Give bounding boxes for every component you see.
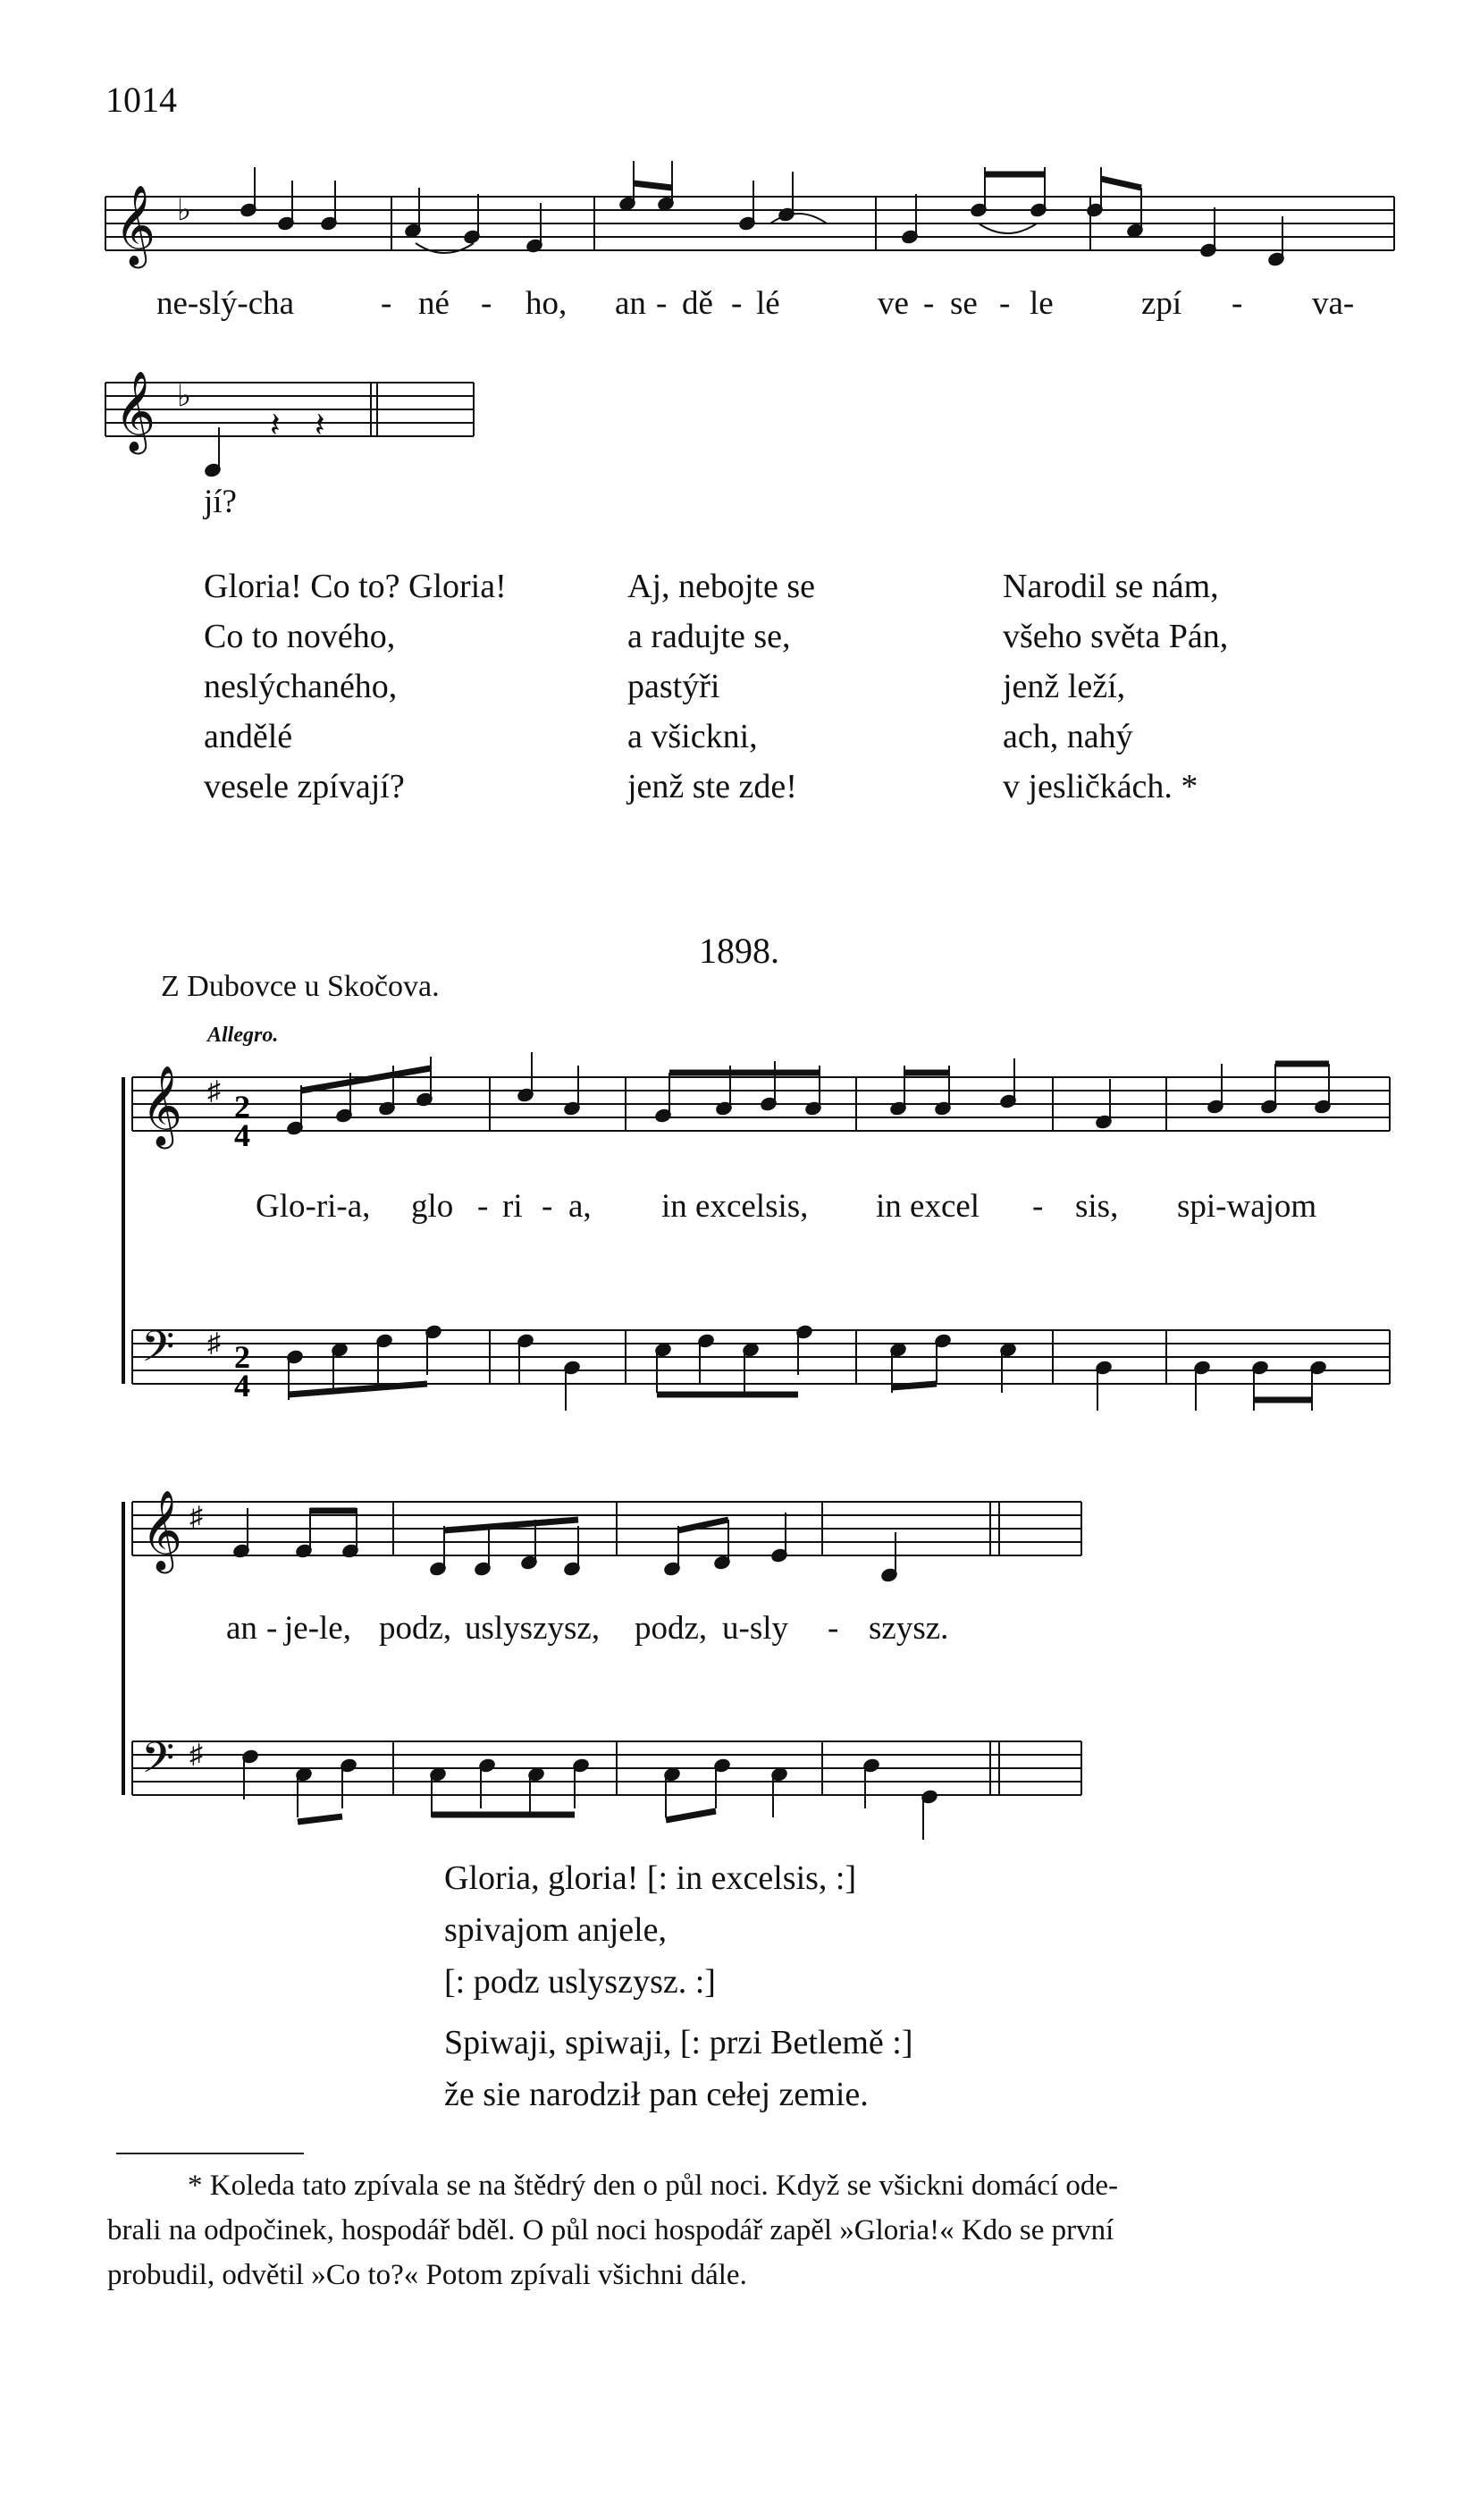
verse-line: ach, nahý [1003,718,1133,755]
stanza-line: že sie narodził pan cełej zemie. [444,2076,869,2113]
lyric-syllable: - [999,285,1011,322]
lyric-syllable: - [481,285,492,322]
flat-icon: ♭ [177,194,192,227]
lyric-syllable: - [266,1610,278,1647]
lyrics-line-2 [0,483,357,523]
sharp-icon: ♯ [189,1740,203,1769]
verse-line: jenž leží, [1003,668,1126,705]
stanza-2 [444,2017,913,2120]
lyric-syllable: glo [411,1188,454,1225]
lyric-syllable: podz, [379,1610,452,1647]
verse-line: jenž ste zde! [627,768,797,805]
verse-line: Aj, nebojte se [627,568,816,605]
footnote-divider [116,2153,304,2154]
lyric-syllable: se [950,285,978,322]
stanza-line: [: podz uslyszysz. :] [444,1963,716,2001]
verse-column-2 [627,561,815,812]
lyric-syllable: va- [1312,285,1355,322]
footnote-line: * Koleda tato zpívala se na štědrý den o půl noci. Když se všickni domácí ode- [188,2170,1119,2202]
footnote [107,2163,1412,2297]
stanza-line: Gloria, gloria! [: in excelsis, :] [444,1859,857,1897]
song-number: 1898. [699,931,779,971]
lyric-syllable: an [226,1610,257,1647]
time-signature-bottom-bass: 4 [234,1368,250,1403]
time-signature-top: 2 [234,1089,250,1125]
slur [416,243,474,253]
lyrics-line-1898-1 [0,1187,1463,1227]
verse-line: a všickni, [627,718,758,755]
treble-clef-icon: 𝄞 [141,1066,183,1146]
sharp-icon: ♯ [207,1076,221,1106]
lyric-syllable: - [731,285,743,322]
rest-icon: 𝄽 [270,407,281,444]
stanza-line: spivajom anjele, [444,1911,668,1949]
lyric-syllable: in excel [876,1188,980,1225]
verse-column-1 [204,561,507,812]
verse-line: v jesličkách. * [1003,768,1198,805]
beam [1101,179,1141,188]
rest-icon: 𝄽 [315,407,325,444]
lyric-syllable: ho, [526,285,568,322]
lyric-syllable: ve [878,285,909,322]
lyric-syllable: ri [502,1188,523,1225]
lyric-syllable: u-sly [722,1610,788,1647]
stanza-1 [444,1852,856,2008]
beam [634,183,672,188]
lyric-syllable: lé [756,285,780,322]
lyric-syllable: podz, [635,1610,708,1647]
sharp-icon: ♯ [207,1328,221,1358]
bass-clef-icon: 𝄢 [141,1732,175,1793]
beam [301,1068,431,1091]
lyric-syllable: je-le, [284,1610,351,1647]
lyric-syllable: uslyszysz, [465,1610,601,1647]
lyric-syllable: zpí [1141,285,1182,322]
verse-line: pastýři [627,668,720,705]
beam [298,1816,342,1822]
footnote-line: probudil, odvětil »Co to?« Potom zpívali všichni dále. [107,2259,747,2291]
flat-icon: ♭ [177,380,192,413]
verse-line: Narodil se nám, [1003,568,1219,605]
beam [666,1811,716,1820]
verse-line: všeho světa Pán, [1003,618,1229,655]
lyric-syllable: in excelsis, [661,1188,809,1225]
lyric-syllable: spi-wajom [1177,1188,1317,1225]
lyrics-line-1 [0,284,1463,324]
treble-clef-icon: 𝄞 [114,371,156,451]
page-number: 1014 [105,80,177,120]
lyric-syllable: le [1030,285,1054,322]
verse-line: andělé [204,718,293,755]
lyric-syllable: dě [682,285,713,322]
footnote-line: brali na odpočinek, hospodář bděl. O půl noci hospodář zapěl »Gloria!« Kdo se první [107,2214,1114,2246]
sharp-icon: ♯ [189,1502,203,1531]
lyric-syllable: szysz. [869,1610,949,1647]
lyric-syllable: sis, [1075,1188,1119,1225]
lyric-syllable: - [656,285,668,322]
lyric-syllable: - [542,1188,553,1225]
bass-clef-icon: 𝄢 [141,1321,175,1382]
verse-column-3 [1003,561,1228,812]
verse-line: Gloria! Co to? Gloria! [204,568,507,605]
lyric-syllable: - [1232,285,1243,322]
lyric-syllable: - [1032,1188,1044,1225]
time-signature-top-bass: 2 [234,1339,250,1375]
slur [979,223,1037,233]
lyric-syllable: Glo-ri-a, [256,1188,371,1225]
treble-clef-icon: 𝄞 [114,185,156,265]
verse-line: a radujte se, [627,618,791,655]
lyric-syllable: ne-slý-cha [156,285,295,322]
lyric-syllable: - [477,1188,489,1225]
verse-line: Co to nového, [204,618,396,655]
beam [892,1384,937,1387]
verse-line: neslýchaného, [204,668,398,705]
lyric-syllable: - [381,285,392,322]
tempo-marking: Allegro. [207,1024,279,1047]
time-signature-bottom: 4 [234,1117,250,1153]
lyric-syllable: jí? [204,484,237,520]
beam [289,1384,427,1395]
lyrics-line-1898-2 [0,1609,1463,1649]
lyric-syllable: a, [568,1188,592,1225]
lyric-syllable: - [923,285,935,322]
lyric-syllable: an [615,285,646,322]
song-origin: Z Dubovce u Skočova. [161,970,440,1003]
stanza-line: Spiwaji, spiwaji, [: przi Betlemě :] [444,2024,913,2061]
lyric-syllable: né [418,285,450,322]
verse-line: vesele zpívají? [204,768,405,805]
lyric-syllable: - [828,1610,839,1647]
treble-clef-icon: 𝄞 [141,1490,183,1571]
